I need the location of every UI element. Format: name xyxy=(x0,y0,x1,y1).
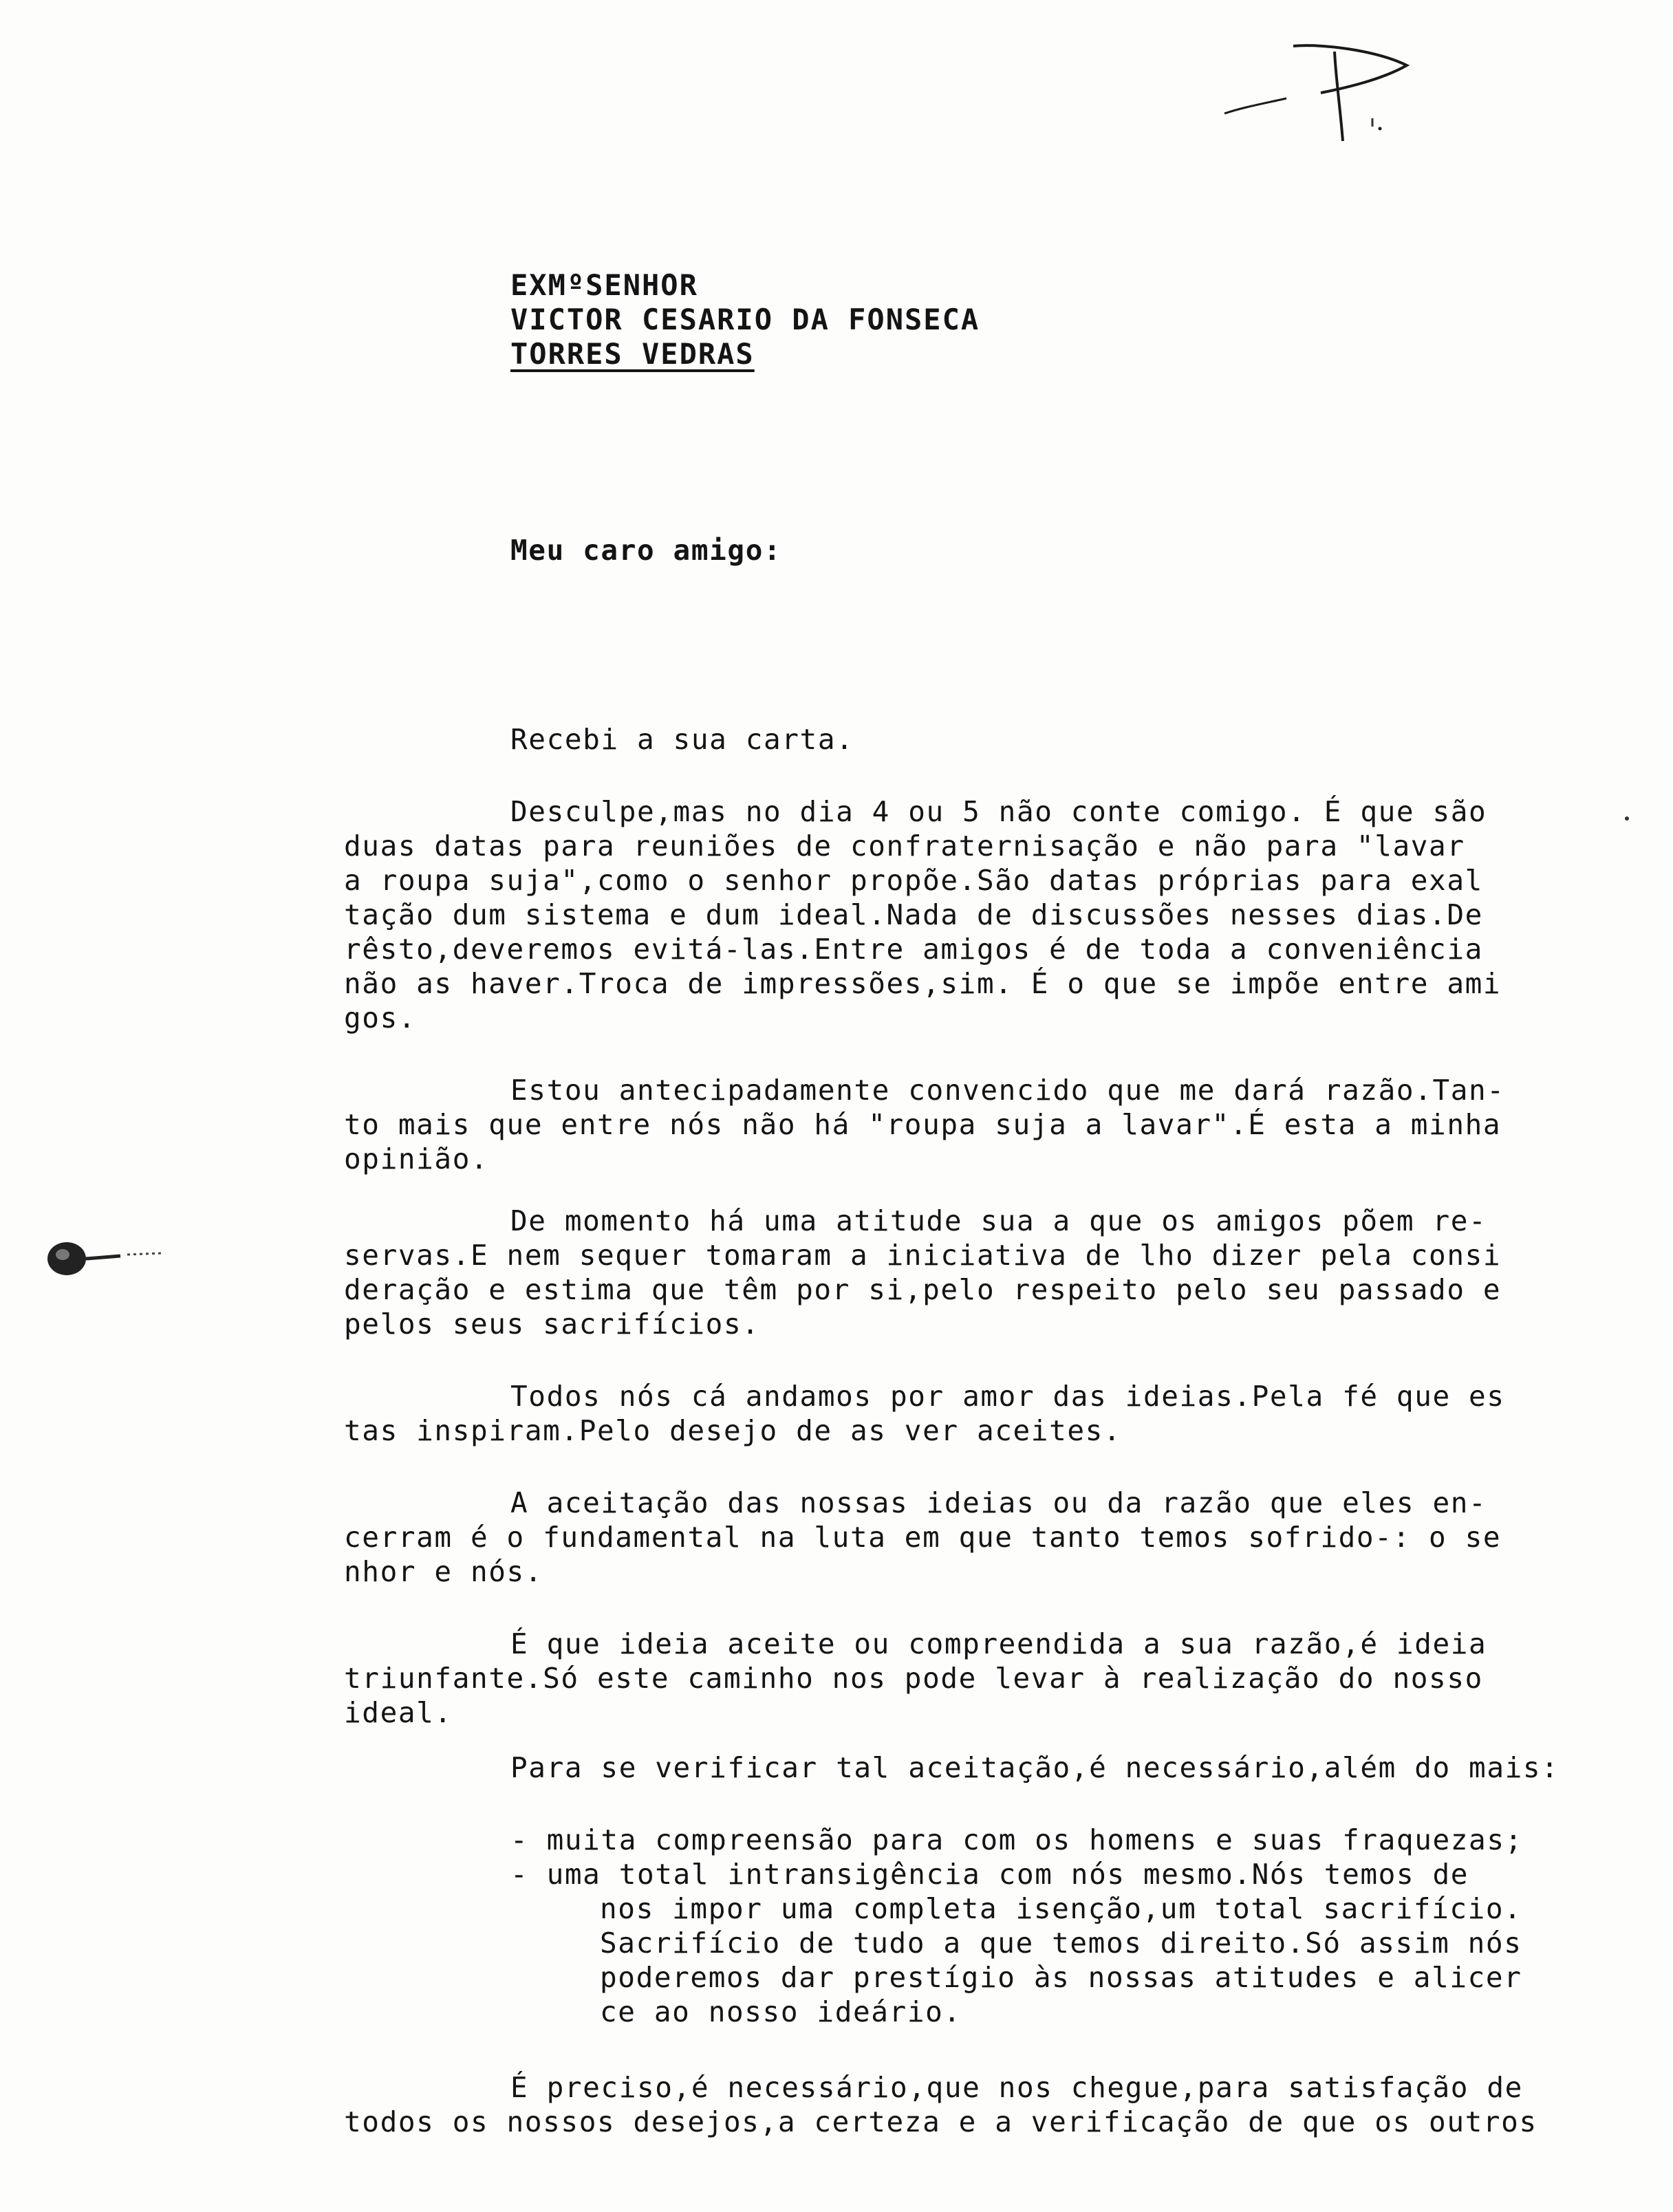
address-title: EXMºSENHOR xyxy=(510,268,698,302)
paragraph-7-line: É que ideia aceite ou compreendida a sua razão,é ideia xyxy=(510,1627,1487,1660)
greeting: Meu caro amigo: xyxy=(510,534,782,567)
list-item-continuation: Sacrifício de tudo a que temos direito.Só assim nós xyxy=(600,1927,1522,1960)
handwritten-p-mark-icon xyxy=(1218,38,1424,148)
paragraph-6-line: nhor e nós. xyxy=(344,1555,543,1588)
paragraph-3-line: to mais que entre nós não há "roupa suja a lavar".É esta a minha xyxy=(344,1108,1502,1141)
recipient-city: TORRES VEDRAS xyxy=(510,337,755,371)
paragraph-2-line: Desculpe,mas no dia 4 ou 5 não conte comigo. É que são xyxy=(510,795,1487,828)
paragraph-6-line: cerram é o fundamental na luta em que tanto temos sofrido-: o se xyxy=(344,1521,1502,1554)
paragraph-2-line: tação dum sistema e dum ideal.Nada de discussões nesses dias.De xyxy=(344,898,1483,931)
paragraph-2-line: rêsto,deveremos evitá-las.Entre amigos é de toda a conveniência xyxy=(344,933,1483,966)
paragraph-7-line: triunfante.Só este caminho nos pode levar à realização do nosso xyxy=(344,1662,1483,1695)
paragraph-3-line: Estou antecipadamente convencido que me dará razão.Tan- xyxy=(510,1074,1505,1107)
paragraph-9-line: É preciso,é necessário,que nos chegue,para satisfação de xyxy=(510,2071,1523,2104)
list-item-continuation: poderemos dar prestígio às nossas atitudes e alicer xyxy=(600,1961,1522,1994)
paragraph-4-line: De momento há uma atitude sua a que os amigos põem re- xyxy=(510,1204,1487,1237)
paragraph-5-line: Todos nós cá andamos por amor das ideias.Pela fé que es xyxy=(510,1380,1505,1413)
recipient-name: VICTOR CESARIO DA FONSECA xyxy=(510,303,980,336)
paragraph-4-line: deração e estima que têm por si,pelo respeito pelo seu passado e xyxy=(344,1273,1502,1306)
list-item: - uma total intransigência com nós mesmo.Nós temos de xyxy=(510,1858,1469,1891)
paragraph-4-line: pelos seus sacrifícios. xyxy=(344,1308,760,1341)
paragraph-3-line: opinião. xyxy=(344,1142,489,1175)
paragraph-4-line: servas.E nem sequer tomaram a iniciativa de lho dizer pela consi xyxy=(344,1239,1502,1272)
paragraph-5-line: tas inspiram.Pelo desejo de as ver aceites. xyxy=(344,1414,1122,1447)
list-item: - muita compreensão para com os homens e suas fraquezas; xyxy=(510,1823,1523,1856)
paragraph-2-line: gos. xyxy=(344,1001,417,1034)
paragraph-1-line: Recebi a sua carta. xyxy=(510,723,854,756)
paragraph-6-line: A aceitação das nossas ideias ou da razão que eles en- xyxy=(510,1486,1487,1519)
paragraph-2-line: não as haver.Troca de impressões,sim. É o que se impõe entre ami xyxy=(344,967,1502,1000)
paragraph-8-line: Para se verificar tal aceitação,é necessário,além do mais: xyxy=(510,1751,1559,1784)
list-item-continuation: nos impor uma completa isenção,um total sacrifício. xyxy=(600,1892,1522,1925)
punch-hole-icon xyxy=(38,1231,203,1293)
list-item-continuation: ce ao nosso ideário. xyxy=(600,1995,962,2028)
paragraph-9-line: todos os nossos desejos,a certeza e a verificação de que os outros xyxy=(344,2105,1537,2138)
paragraph-7-line: ideal. xyxy=(344,1696,453,1729)
paragraph-2-line: duas datas para reuniões de confraternisação e não para "lavar xyxy=(344,830,1465,863)
paragraph-2-line: a roupa suja",como o senhor propõe.São datas próprias para exal xyxy=(344,864,1483,897)
speck-icon xyxy=(1623,815,1630,822)
speck-icon xyxy=(1369,117,1376,128)
